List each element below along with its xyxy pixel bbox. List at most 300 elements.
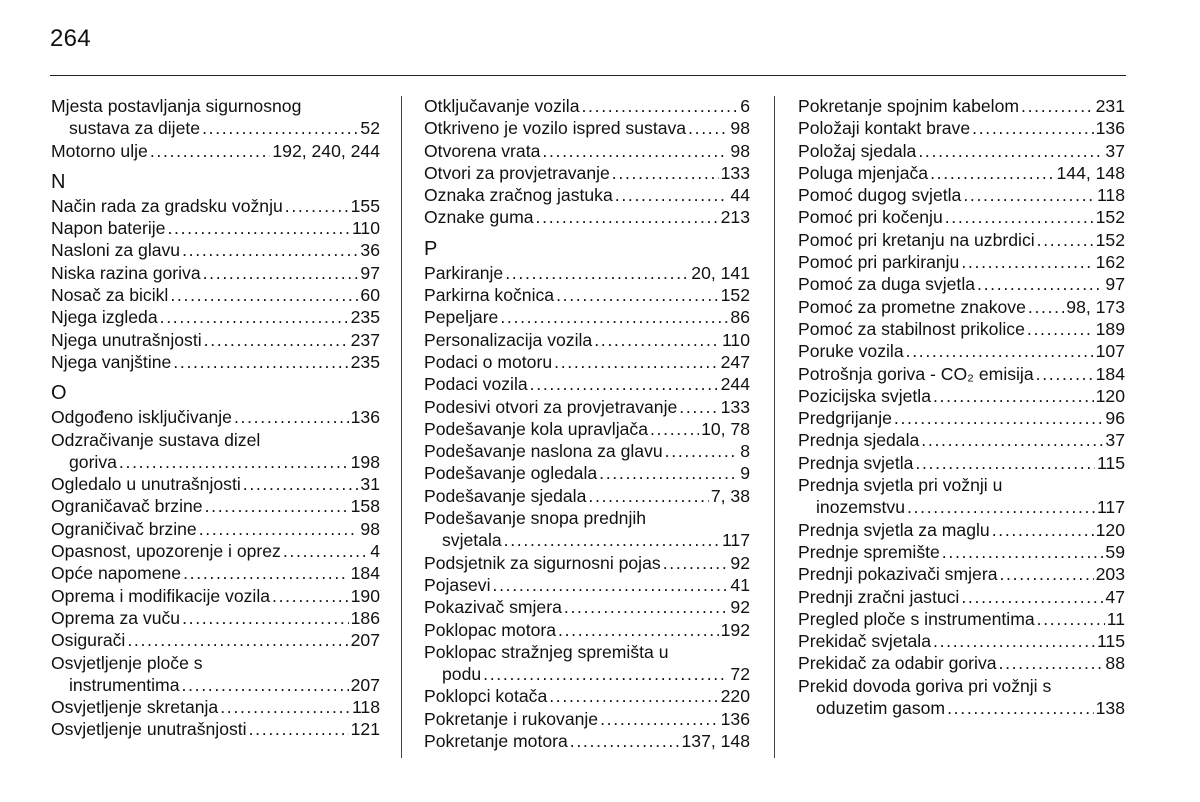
- index-term: Prekidač za odabir goriva: [798, 653, 997, 674]
- index-entry-line: [424, 507, 750, 529]
- dot-leader: [686, 117, 728, 139]
- index-entry-line: [51, 306, 380, 328]
- index-letter-heading: N: [51, 170, 66, 193]
- index-entry-line: [424, 641, 750, 663]
- index-entry-line: [51, 217, 380, 239]
- dot-leader: [1035, 608, 1105, 630]
- index-term: Potrošnja goriva - CO₂ emisija: [798, 363, 1034, 384]
- dot-leader: [945, 697, 1094, 719]
- page-reference: 98: [730, 140, 750, 161]
- index-term: Pregled ploče s instrumentima: [798, 608, 1035, 629]
- index-term: Podešavanje kola upravljača: [424, 418, 648, 439]
- index-term: Opće napomene: [51, 563, 182, 584]
- dot-leader: [959, 251, 1093, 273]
- dot-leader: [943, 206, 1094, 228]
- index-entry: [51, 306, 380, 328]
- index-entry: [51, 284, 380, 306]
- index-term: Parkiranje: [424, 262, 504, 283]
- index-entry: [798, 340, 1125, 362]
- index-entry-line: [51, 117, 380, 139]
- page-reference: 162: [1095, 252, 1125, 273]
- index-term: Ograničavač brzine: [51, 496, 203, 517]
- index-term: Podešavanje ogledala: [424, 463, 598, 484]
- dot-leader: [975, 273, 1103, 295]
- page-reference: 136: [1095, 118, 1125, 139]
- page-reference: 9: [740, 463, 750, 484]
- index-entry: [798, 675, 1125, 720]
- index-term: Poruke vozila: [798, 341, 904, 362]
- index-term: Oprema za vuču: [51, 607, 181, 628]
- page-reference: 133: [720, 162, 750, 183]
- index-entry-line: [798, 385, 1125, 407]
- page-reference: 120: [1095, 385, 1125, 406]
- dot-leader: [117, 451, 349, 473]
- page-reference: 97: [1105, 274, 1125, 295]
- index-term: Niska razina goriva: [51, 262, 201, 283]
- index-entry-line: [51, 406, 380, 428]
- dot-leader: [610, 162, 719, 184]
- page-reference: 231: [1095, 96, 1125, 116]
- dot-leader: [201, 262, 359, 284]
- index-term: Njega unutrašnjosti: [51, 329, 202, 350]
- index-term: Prekidač svjetala: [798, 631, 931, 652]
- index-term: Njega vanjštine: [51, 351, 172, 372]
- index-entry: [51, 562, 380, 584]
- index-letter-heading: O: [51, 382, 67, 405]
- dot-leader: [168, 284, 358, 306]
- index-term: Pomoć pri kretanju na uzbrdici: [798, 229, 1035, 250]
- index-entry-line: [424, 329, 750, 351]
- page-reference: 120: [1095, 519, 1125, 540]
- page-reference: 158: [350, 496, 380, 517]
- dot-leader: [283, 195, 349, 217]
- page-reference: 20, 141: [691, 262, 750, 283]
- index-term: Pokretanje spojnim kabelom: [798, 96, 1020, 116]
- column-divider: [774, 96, 775, 758]
- index-entry-line: [424, 117, 750, 139]
- index-term: Opasnost, upozorenje i oprez: [51, 541, 281, 562]
- index-entry-line: [51, 262, 380, 284]
- index-term: Prednje spremište: [798, 541, 940, 562]
- index-entry: [51, 473, 380, 495]
- index-term: Nasloni za glavu: [51, 240, 181, 261]
- page-reference: 237: [350, 329, 380, 350]
- dot-leader: [125, 629, 348, 651]
- page-reference: 37: [1105, 140, 1125, 161]
- dot-leader: [592, 329, 720, 351]
- page-reference: 11: [1106, 608, 1125, 629]
- dot-leader: [148, 140, 271, 162]
- index-entry-line: [424, 396, 750, 418]
- page-reference: 41: [730, 574, 750, 595]
- index-term: Poklopci kotača: [424, 686, 548, 707]
- page-reference: 4: [370, 541, 380, 562]
- index-entry-line: [798, 162, 1125, 184]
- index-entry-line: [798, 541, 1125, 563]
- page-reference: 60: [360, 285, 380, 306]
- page-reference: 136: [720, 708, 750, 729]
- page-reference: 184: [350, 563, 380, 584]
- index-entry: [51, 607, 380, 629]
- index-letter-heading: P: [424, 237, 438, 260]
- index-entry: [424, 117, 750, 139]
- index-term: Odgođeno isključivanje: [51, 407, 232, 428]
- index-entry-line: [798, 318, 1125, 340]
- index-entry: [424, 708, 750, 730]
- index-entry-line: [51, 495, 380, 517]
- dot-leader: [931, 630, 1095, 652]
- index-entry-line: [51, 540, 380, 562]
- dot-leader: [931, 385, 1094, 407]
- dot-leader: [661, 552, 729, 574]
- dot-leader: [281, 540, 368, 562]
- index-entry: [798, 586, 1125, 608]
- dot-leader: [1035, 229, 1094, 251]
- index-entry: [798, 608, 1125, 630]
- header-rule: [50, 75, 1126, 76]
- page-reference: 98: [360, 518, 380, 539]
- index-term: Osvjetljenje skretanja: [51, 697, 219, 718]
- index-term: podu: [442, 664, 482, 685]
- index-term: sustava za dijete: [69, 118, 201, 139]
- column-divider: [401, 96, 402, 758]
- dot-leader: [928, 162, 1054, 184]
- index-entry: [51, 518, 380, 540]
- dot-leader: [613, 184, 729, 206]
- index-term: Podešavanje sjedala: [424, 485, 587, 506]
- page-reference: 213: [720, 207, 750, 228]
- dot-leader: [503, 262, 689, 284]
- index-entry: [798, 229, 1125, 251]
- index-term: goriva: [69, 451, 117, 472]
- page-reference: 235: [350, 307, 380, 328]
- index-entry: [51, 585, 380, 607]
- index-entry: [424, 485, 750, 507]
- index-term: Odzračivanje sustava dizel: [51, 429, 261, 450]
- index-entry: [798, 140, 1125, 162]
- index-entry-line: [424, 462, 750, 484]
- index-term: Osvjetljenje unutrašnjosti: [51, 719, 247, 740]
- index-entry: [51, 195, 380, 217]
- index-entry: [51, 217, 380, 239]
- page-reference: 88: [1105, 653, 1125, 674]
- index-entry-line: [51, 629, 380, 651]
- page-reference: 118: [351, 697, 380, 718]
- index-term: Način rada za gradsku vožnju: [51, 195, 283, 216]
- index-entry: [51, 429, 380, 474]
- dot-leader: [1026, 296, 1064, 318]
- index-entry: [798, 273, 1125, 295]
- index-entry-line: [424, 552, 750, 574]
- page-reference: 115: [1096, 452, 1125, 473]
- index-entry-line: [51, 451, 380, 473]
- index-entry-line: [51, 429, 380, 451]
- index-term: Podaci o motoru: [424, 351, 553, 372]
- index-entry-line: [424, 162, 750, 184]
- index-term: Pomoć za duga svjetla: [798, 274, 976, 295]
- index-term: Oprema i modifikacije vozila: [51, 585, 271, 606]
- index-entry: [424, 685, 750, 707]
- index-term: Pozicijska svjetla: [798, 385, 931, 406]
- dot-leader: [200, 117, 358, 139]
- index-entry: [798, 474, 1125, 519]
- index-term: instrumentima: [69, 674, 180, 695]
- index-entry: [51, 140, 380, 162]
- index-term: Prednja svjetla pri vožnji u: [798, 475, 1003, 496]
- page-reference: 121: [350, 719, 380, 740]
- index-entry: [798, 318, 1125, 340]
- dot-leader: [990, 519, 1094, 541]
- index-entry-line: [424, 596, 750, 618]
- index-entry-line: [798, 630, 1125, 652]
- index-term: Otvorena vrata: [424, 140, 541, 161]
- dot-leader: [540, 140, 728, 162]
- index-entry: [51, 239, 380, 261]
- dot-leader: [961, 184, 1095, 206]
- page-reference: 117: [721, 530, 750, 551]
- index-term: Pomoć pri parkiranju: [798, 252, 960, 273]
- index-entry-line: [51, 284, 380, 306]
- index-entry-line: [51, 473, 380, 495]
- index-entry: [798, 429, 1125, 451]
- index-entry: [424, 552, 750, 574]
- index-entry: [798, 363, 1125, 385]
- index-term: Otključavanje vozila: [424, 96, 580, 116]
- index-entry-line: [424, 574, 750, 596]
- index-entry: [424, 396, 750, 418]
- dot-leader: [547, 685, 718, 707]
- index-entry: [51, 406, 380, 428]
- index-term: Pokretanje i rukovanje: [424, 708, 599, 729]
- index-entry-line: [51, 718, 380, 740]
- index-entry: [798, 251, 1125, 273]
- index-entry: [51, 262, 380, 284]
- dot-leader: [663, 440, 739, 462]
- dot-leader: [556, 619, 719, 641]
- dot-leader: [197, 518, 359, 540]
- index-entry: [424, 284, 750, 306]
- dot-leader: [997, 563, 1093, 585]
- page-reference: 152: [1095, 207, 1125, 228]
- index-term: Nosač za bicikl: [51, 285, 169, 306]
- page-reference: 115: [1096, 631, 1125, 652]
- index-entry-line: [424, 619, 750, 641]
- index-entry: [798, 452, 1125, 474]
- index-term: Pojasevi: [424, 574, 491, 595]
- index-entry-line: [798, 407, 1125, 429]
- index-entry: [51, 718, 380, 740]
- index-entry: [424, 184, 750, 206]
- page-reference: 8: [740, 441, 750, 462]
- dot-leader: [202, 329, 349, 351]
- page-reference: 36: [360, 240, 380, 261]
- index-entry: [424, 507, 750, 552]
- page-reference: 98: [730, 118, 750, 139]
- index-entry-line: [51, 239, 380, 261]
- dot-leader: [203, 495, 349, 517]
- index-entry-line: [798, 519, 1125, 541]
- index-entry-line: [798, 474, 1125, 496]
- dot-leader: [552, 351, 719, 373]
- index-entry-line: [424, 306, 750, 328]
- index-entry-line: [798, 697, 1125, 719]
- dot-leader: [940, 541, 1104, 563]
- dot-leader: [1025, 318, 1094, 340]
- index-entry-line: [798, 608, 1125, 630]
- index-entry: [424, 351, 750, 373]
- dot-leader: [598, 708, 719, 730]
- index-entry: [798, 407, 1125, 429]
- index-entry-line: [51, 696, 380, 718]
- index-term: Parkirna kočnica: [424, 285, 555, 306]
- page-reference: 92: [730, 597, 750, 618]
- index-term: svjetala: [442, 530, 502, 551]
- index-entry: [798, 117, 1125, 139]
- index-column-1: [51, 95, 380, 741]
- index-entry-line: [424, 685, 750, 707]
- index-entry-line: [798, 652, 1125, 674]
- dot-leader: [171, 351, 348, 373]
- index-term: Ograničivač brzine: [51, 518, 197, 539]
- index-entry: [424, 641, 750, 686]
- index-entry-line: [424, 440, 750, 462]
- index-entry-line: [798, 675, 1125, 697]
- index-term: Osvjetljenje ploče s: [51, 652, 203, 673]
- dot-leader: [158, 306, 349, 328]
- index-term: Prednja svjetla za maglu: [798, 519, 990, 540]
- index-term: Prekid dovoda goriva pri vožnji s: [798, 675, 1052, 696]
- index-entry-line: [424, 140, 750, 162]
- page-reference: 155: [350, 195, 380, 216]
- dot-leader: [180, 607, 349, 629]
- dot-leader: [959, 586, 1103, 608]
- index-entry-line: [51, 585, 380, 607]
- dot-leader: [165, 217, 350, 239]
- index-term: Motorno ulje: [51, 140, 148, 161]
- index-term: Oznake guma: [424, 207, 534, 228]
- dot-leader: [270, 585, 349, 607]
- index-entry-line: [798, 296, 1125, 318]
- page-reference: 138: [1095, 698, 1125, 719]
- index-entry-line: [424, 373, 750, 395]
- dot-leader: [586, 485, 708, 507]
- index-term: Personalizacija vozila: [424, 329, 593, 350]
- index-entry-line: [798, 184, 1125, 206]
- dot-leader: [180, 674, 349, 696]
- index-term: Pokretanje motora: [424, 731, 568, 752]
- index-entry: [424, 95, 750, 117]
- dot-leader: [597, 462, 738, 484]
- index-entry: [424, 440, 750, 462]
- page-reference: 59: [1105, 541, 1125, 562]
- index-entry-line: [51, 351, 380, 373]
- dot-leader: [892, 407, 1104, 429]
- page-reference: 244: [720, 374, 750, 395]
- page-reference: 10, 78: [701, 418, 750, 439]
- index-term: Podaci vozila: [424, 374, 528, 395]
- dot-leader: [534, 206, 719, 228]
- page-reference: 98, 173: [1066, 296, 1125, 317]
- page-reference: 52: [360, 118, 380, 139]
- index-term: Prednja sjedala: [798, 430, 920, 451]
- page-reference: 31: [360, 474, 380, 495]
- index-entry: [798, 296, 1125, 318]
- index-entry-line: [798, 429, 1125, 451]
- page-reference: 192: [720, 619, 750, 640]
- index-term: Prednji pokazivači smjera: [798, 564, 998, 585]
- page-reference: 220: [720, 686, 750, 707]
- index-entry: [51, 652, 380, 697]
- dot-leader: [997, 652, 1104, 674]
- index-entry-line: [424, 95, 750, 117]
- page-reference: 97: [360, 262, 380, 283]
- index-term: Poklopac stražnjeg spremišta u: [424, 641, 669, 662]
- page-reference: 152: [720, 285, 750, 306]
- index-term: Otvori za provjetravanje: [424, 162, 610, 183]
- dot-leader: [579, 95, 738, 117]
- page-reference: 207: [350, 674, 380, 695]
- index-entry-line: [798, 229, 1125, 251]
- index-entry: [798, 541, 1125, 563]
- dot-leader: [568, 730, 680, 752]
- page-reference: 117: [1096, 497, 1125, 518]
- index-term: Podešavanje snopa prednjih: [424, 508, 647, 529]
- dot-leader: [913, 452, 1095, 474]
- index-term: inozemstvu: [816, 497, 905, 518]
- index-entry-line: [798, 251, 1125, 273]
- index-entry: [51, 495, 380, 517]
- dot-leader: [218, 696, 350, 718]
- index-column-3: [798, 95, 1125, 719]
- dot-leader: [1019, 95, 1094, 117]
- page-reference: 6: [740, 96, 750, 116]
- page-reference: 110: [721, 329, 750, 350]
- index-entry: [424, 140, 750, 162]
- dot-leader: [498, 306, 728, 328]
- index-entry: [424, 206, 750, 228]
- index-term: Pomoć dugog svjetla: [798, 185, 962, 206]
- page-reference: 152: [1095, 229, 1125, 250]
- index-entry-line: [424, 284, 750, 306]
- index-entry: [424, 418, 750, 440]
- dot-leader: [904, 340, 1094, 362]
- page-reference: 235: [350, 351, 380, 372]
- dot-leader: [491, 574, 729, 596]
- page-reference: 47: [1105, 586, 1125, 607]
- page-reference: 203: [1095, 564, 1125, 585]
- index-entry-line: [51, 140, 380, 162]
- index-entry: [51, 696, 380, 718]
- index-entry: [798, 162, 1125, 184]
- page-reference: 72: [730, 664, 750, 685]
- index-entry: [424, 373, 750, 395]
- page-reference: 184: [1095, 363, 1125, 384]
- dot-leader: [562, 596, 729, 618]
- index-entry: [798, 206, 1125, 228]
- page-reference: 136: [350, 407, 380, 428]
- index-entry-line: [798, 563, 1125, 585]
- index-term: oduzetim gasom: [816, 698, 946, 719]
- page-reference: 189: [1095, 318, 1125, 339]
- dot-leader: [180, 239, 358, 261]
- dot-leader: [919, 429, 1103, 451]
- index-entry: [798, 630, 1125, 652]
- index-entry: [424, 596, 750, 618]
- index-entry: [424, 730, 750, 752]
- index-entry-line: [798, 273, 1125, 295]
- index-term: Podešavanje naslona za glavu: [424, 441, 663, 462]
- index-entry-line: [424, 418, 750, 440]
